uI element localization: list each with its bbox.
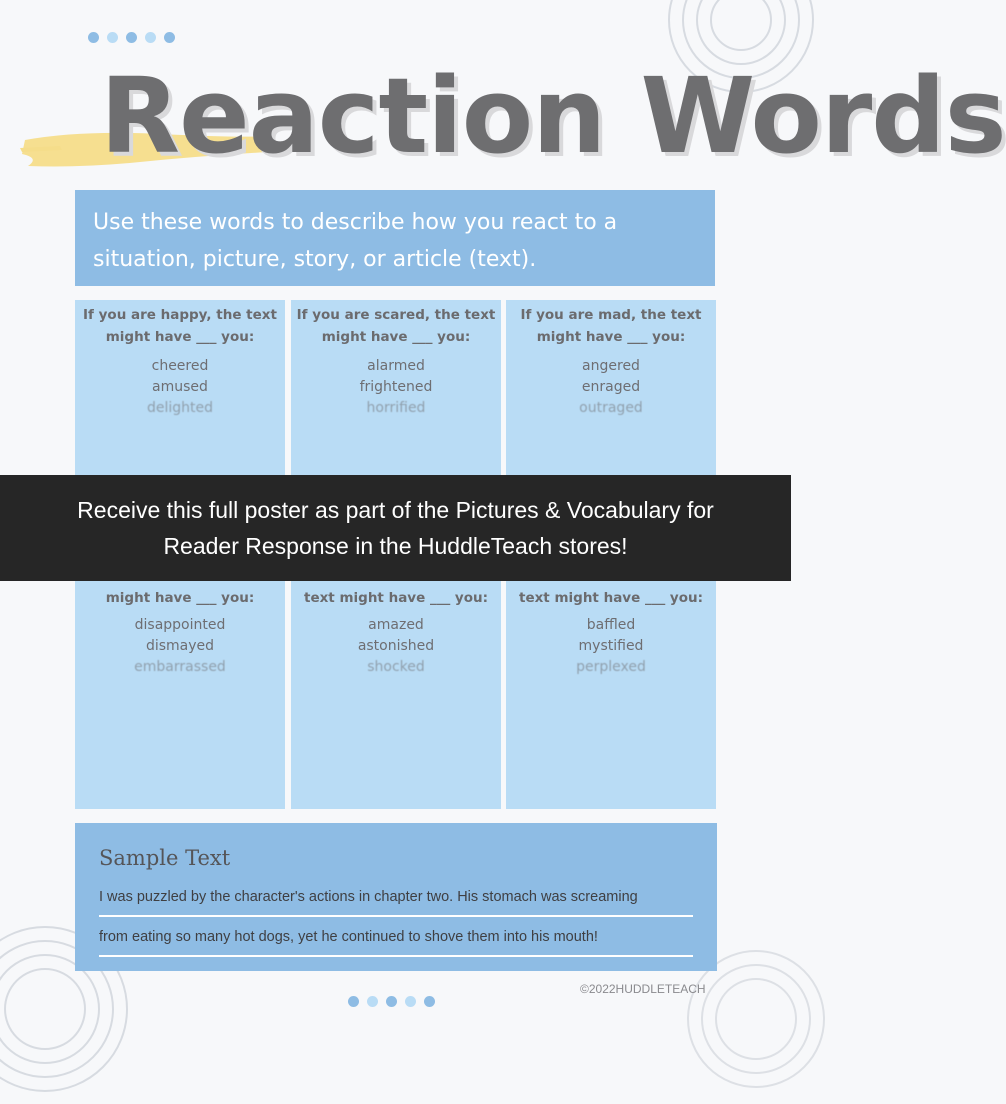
card-mad	[506, 300, 716, 475]
card-heading: might have ___ you:	[105, 590, 255, 606]
list-item: outraged	[579, 400, 643, 416]
list-item: perplexed	[576, 659, 646, 675]
card-sad	[75, 581, 285, 809]
card-surprised	[291, 581, 501, 809]
word-list	[506, 356, 716, 419]
list-item: disappointed	[134, 617, 226, 633]
sample-text-box	[75, 823, 717, 971]
list-item: frightened	[359, 379, 433, 395]
intro-text: Use these words to describe how you react to a situation, picture, story, or article (text).	[75, 190, 715, 286]
list-item: embarrassed	[134, 659, 226, 675]
word-list	[506, 615, 716, 678]
list-item: astonished	[357, 638, 435, 654]
word-list	[75, 615, 285, 678]
list-item: amused	[152, 379, 208, 395]
decorative-dots-bottom	[348, 996, 435, 1007]
card-heading: text might have ___ you:	[303, 590, 488, 606]
card-heading: If you are happy, the text might have ___ you:	[83, 307, 277, 345]
card-heading: text might have ___ you:	[518, 590, 703, 606]
promo-line-2: Reader Response in the HuddleTeach stores!	[163, 533, 628, 559]
card-happy	[75, 300, 285, 475]
decorative-dots-top	[88, 32, 175, 43]
card-heading: If you are scared, the text might have ___ you:	[296, 307, 496, 345]
card-confused	[506, 581, 716, 809]
promo-banner	[0, 475, 791, 581]
list-item: baffled	[586, 617, 636, 633]
list-item: shocked	[367, 659, 425, 675]
list-item: delighted	[146, 400, 214, 416]
list-item: horrified	[366, 400, 426, 416]
list-item: amazed	[368, 617, 424, 633]
sample-title: Sample Text	[99, 846, 231, 870]
list-item: enraged	[581, 379, 641, 395]
poster-title: Reaction Words	[100, 55, 1006, 177]
sample-line-1: I was puzzled by the character's actions in chapter two. His stomach was screaming	[99, 883, 693, 917]
list-item: alarmed	[367, 358, 425, 374]
word-list	[75, 356, 285, 419]
card-heading: If you are mad, the text might have ___ you:	[520, 307, 702, 345]
list-item: cheered	[151, 358, 209, 374]
list-item: mystified	[578, 638, 644, 654]
list-item: dismayed	[145, 638, 215, 654]
sample-line-2: from eating so many hot dogs, yet he continued to shove them into his mouth!	[99, 923, 693, 957]
word-list	[291, 356, 501, 419]
list-item: angered	[582, 358, 640, 374]
copyright-text: ©2022HUDDLETEACH	[580, 982, 706, 996]
card-scared	[291, 300, 501, 475]
promo-line-1: Receive this full poster as part of the Pictures & Vocabulary for	[77, 497, 714, 523]
word-list	[291, 615, 501, 678]
